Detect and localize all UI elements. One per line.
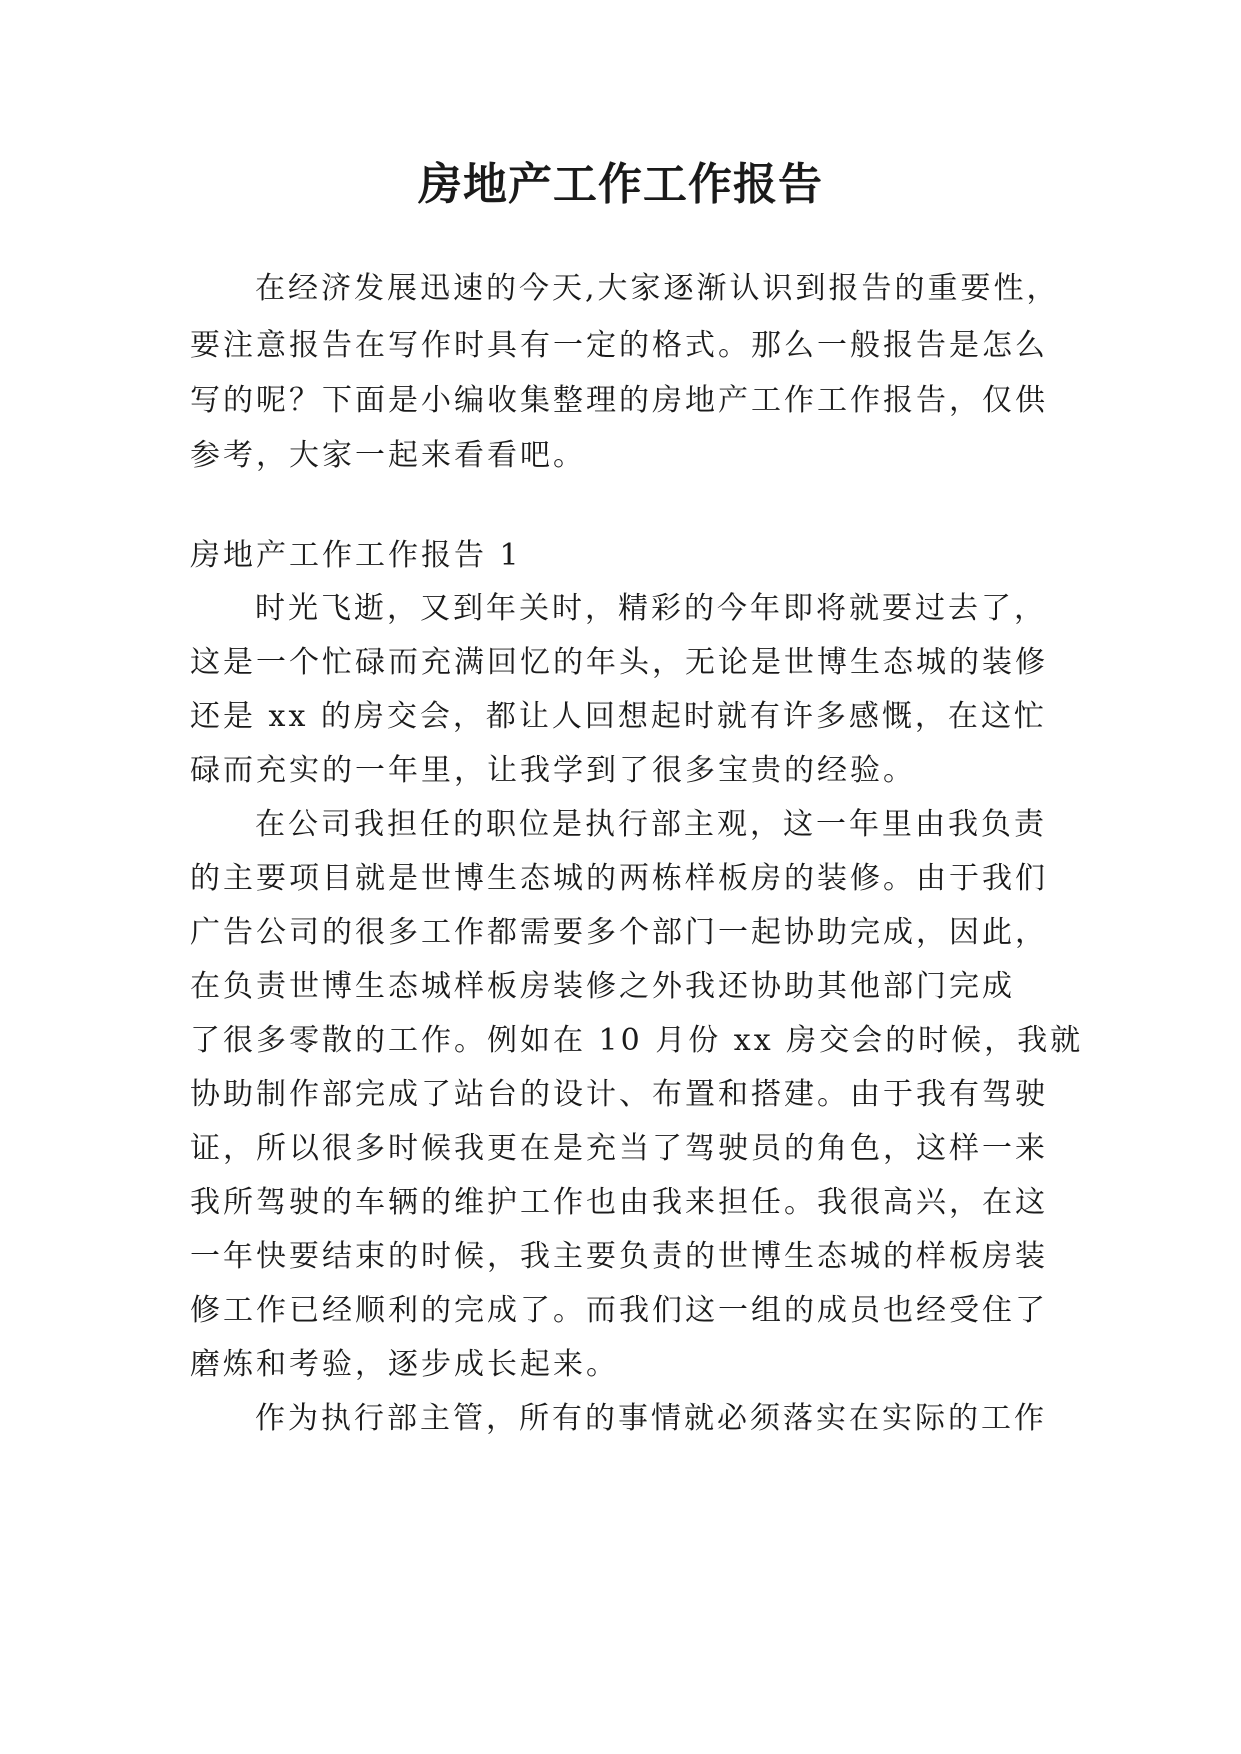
para2-line-8: 我所驾驶的车辆的维护工作也由我来担任。我很高兴，在这 bbox=[190, 1185, 1048, 1220]
para2-line-5: 了很多零散的工作。例如在 10 月份 xx 房交会的时候，我就 bbox=[190, 1023, 1084, 1058]
para3-line-1: 作为执行部主管，所有的事情就必须落实在实际的工作 bbox=[255, 1401, 1047, 1436]
para1-line-3: 还是 xx 的房交会，都让人回想起时就有许多感慨，在这忙 bbox=[190, 699, 1047, 734]
para1-line-4: 碌而充实的一年里，让我学到了很多宝贵的经验。 bbox=[190, 753, 916, 788]
para1-line-2: 这是一个忙碌而充满回忆的年头，无论是世博生态城的装修 bbox=[190, 645, 1048, 680]
intro-line-3: 写的呢？下面是小编收集整理的房地产工作工作报告，仅供 bbox=[190, 383, 1048, 418]
para2-line-11: 磨炼和考验，逐步成长起来。 bbox=[190, 1347, 619, 1382]
para2-line-6: 协助制作部完成了站台的设计、布置和搭建。由于我有驾驶 bbox=[190, 1077, 1048, 1112]
para2-line-4: 在负责世博生态城样板房装修之外我还协助其他部门完成 bbox=[190, 969, 1015, 1004]
para2-line-9: 一年快要结束的时候，我主要负责的世博生态城的样板房装 bbox=[190, 1239, 1048, 1274]
para2-line-3: 广告公司的很多工作都需要多个部门一起协助完成，因此， bbox=[190, 915, 1048, 950]
document-title: 房地产工作工作报告 bbox=[418, 159, 823, 210]
para2-line-1: 在公司我担任的职位是执行部主观，这一年里由我负责 bbox=[255, 807, 1047, 842]
intro-line-2: 要注意报告在写作时具有一定的格式。那么一般报告是怎么 bbox=[190, 328, 1048, 363]
para2-line-10: 修工作已经顺利的完成了。而我们这一组的成员也经受住了 bbox=[190, 1293, 1048, 1328]
para2-line-2: 的主要项目就是世博生态城的两栋样板房的装修。由于我们 bbox=[190, 861, 1048, 896]
para2-line-7: 证，所以很多时候我更在是充当了驾驶员的角色，这样一来 bbox=[190, 1131, 1048, 1166]
intro-line-4: 参考，大家一起来看看吧。 bbox=[190, 438, 586, 473]
para1-line-1: 时光飞逝，又到年关时，精彩的今年即将就要过去了， bbox=[255, 591, 1047, 626]
intro-line-1: 在经济发展迅速的今天,大家逐渐认识到报告的重要性， bbox=[255, 271, 1060, 306]
section-heading: 房地产工作工作报告 1 bbox=[190, 538, 522, 573]
